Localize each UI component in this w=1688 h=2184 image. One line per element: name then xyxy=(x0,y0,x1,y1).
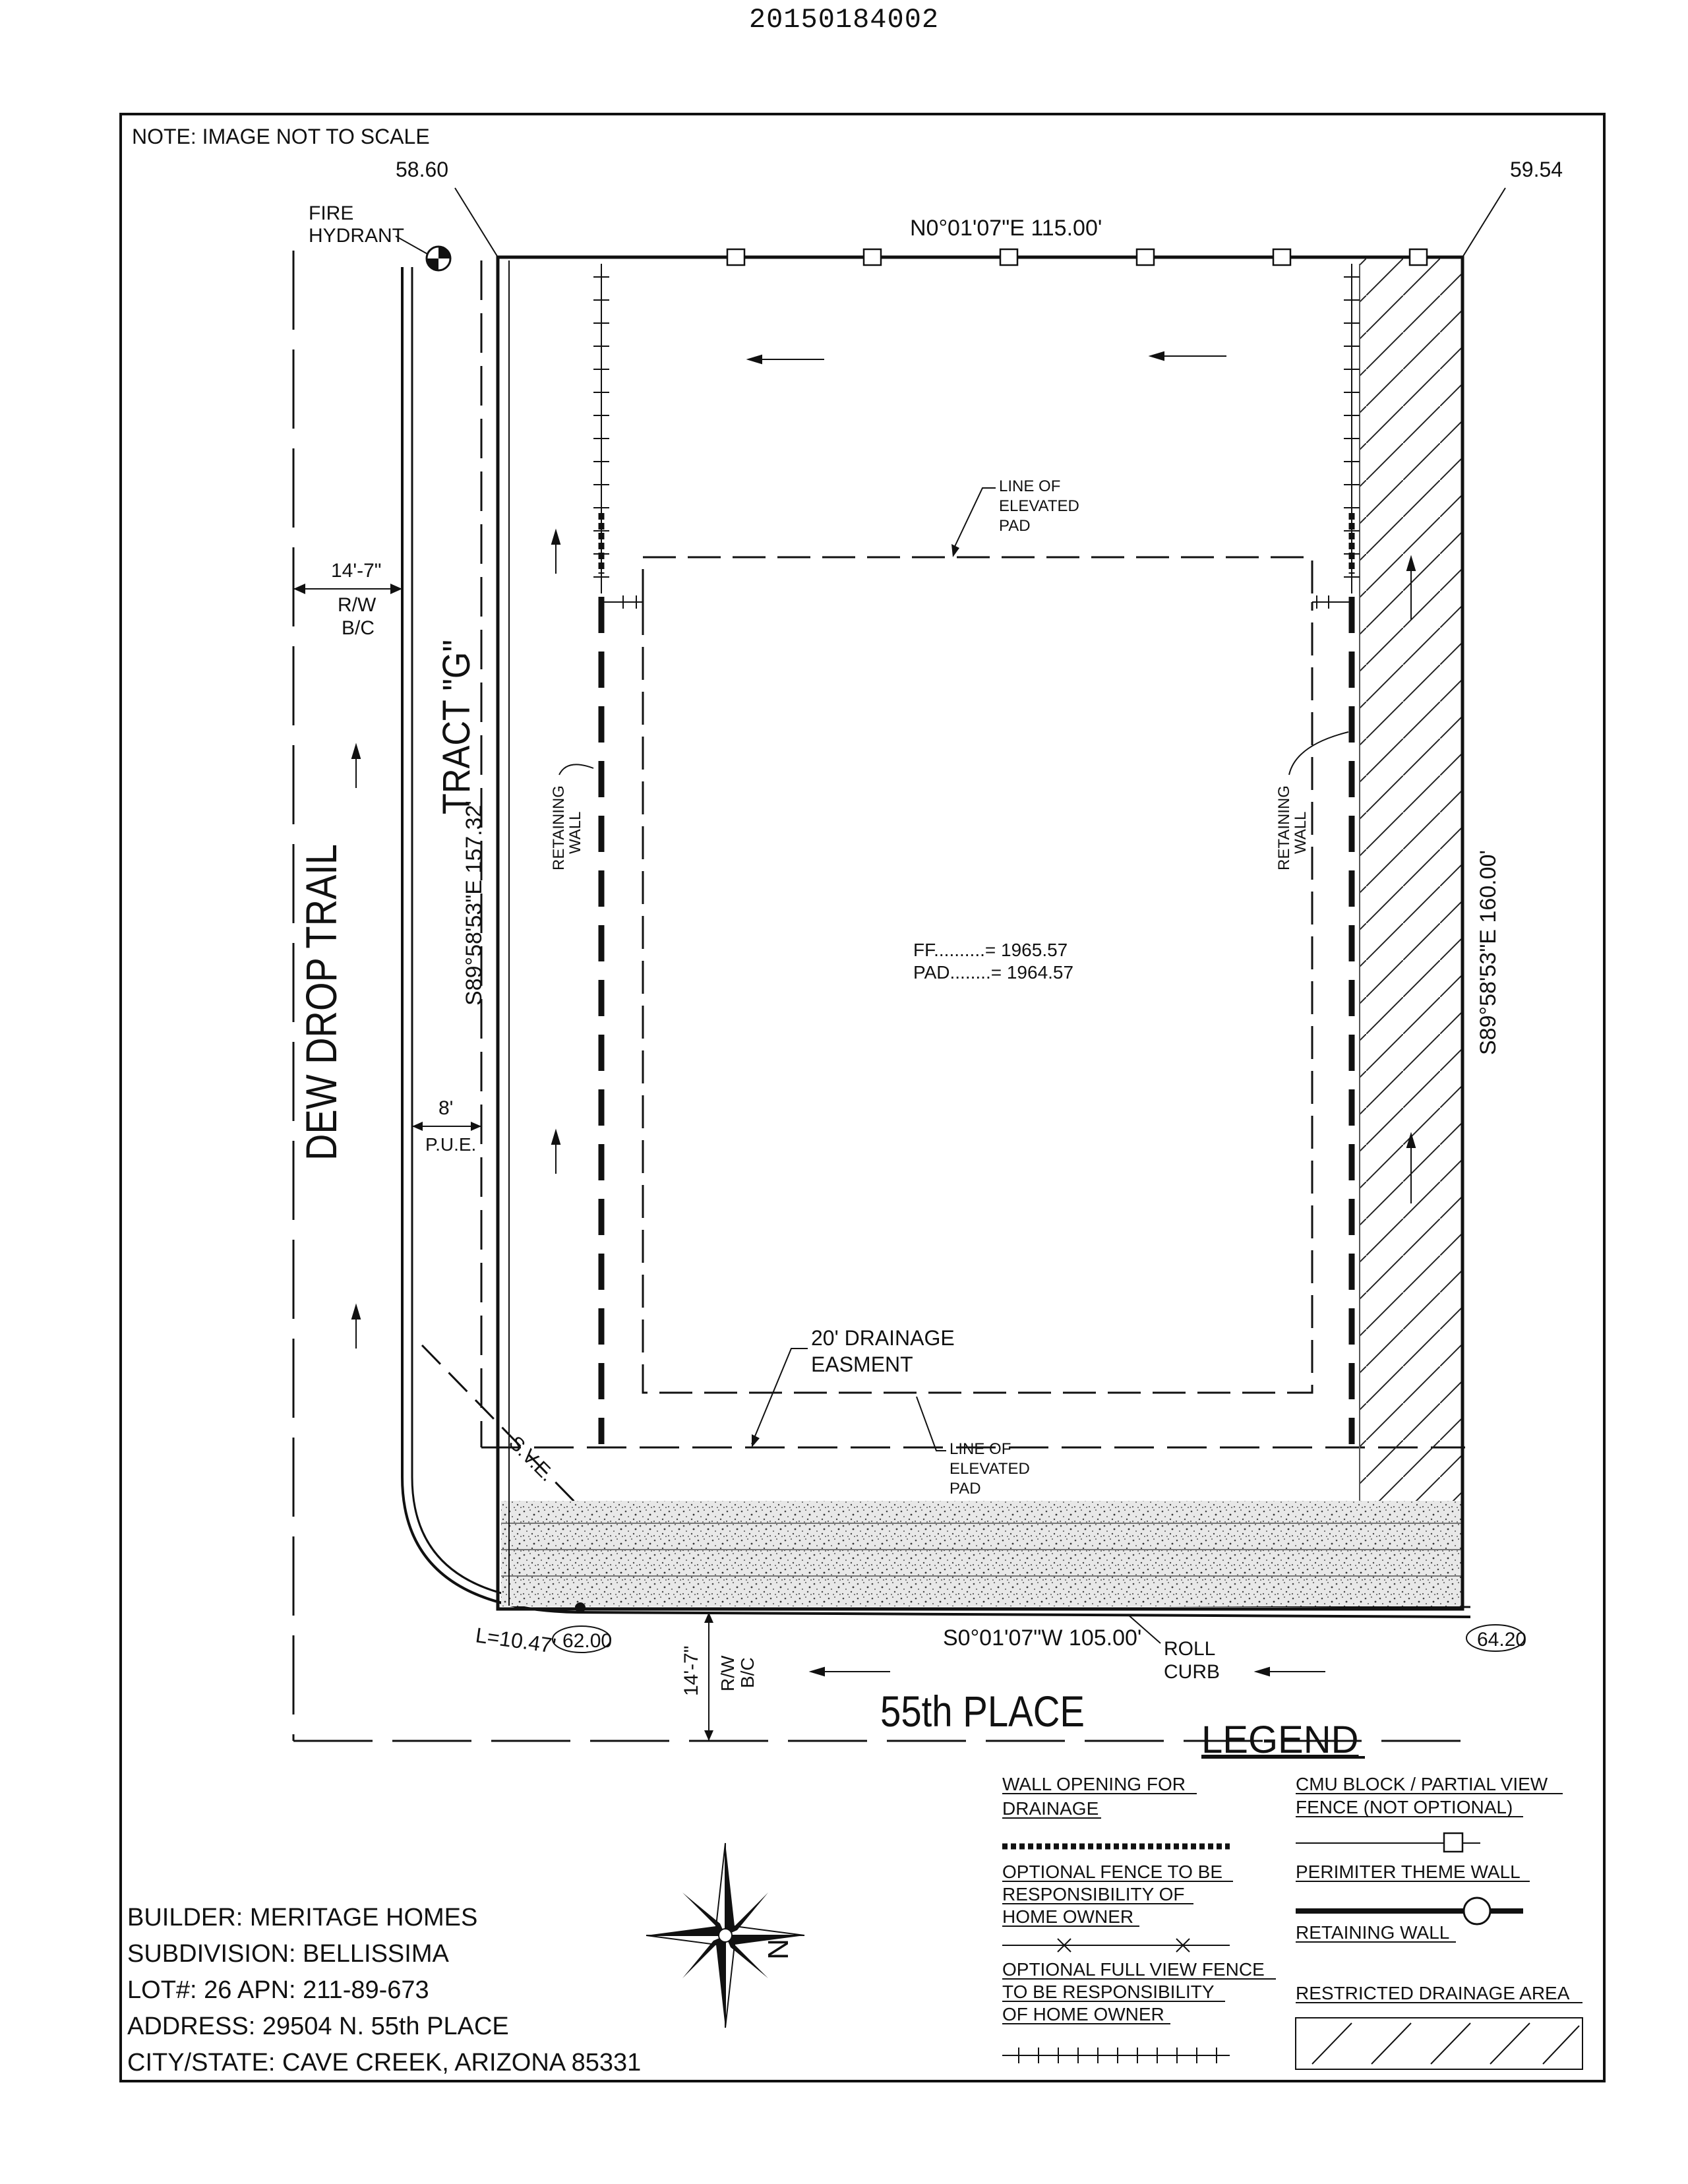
street-name-south: 55th PLACE xyxy=(880,1687,1085,1736)
elevation-nw: 58.60 xyxy=(396,158,449,181)
svg-text:DRAINAGE: DRAINAGE xyxy=(1002,1798,1099,1819)
svg-text:R/W: R/W xyxy=(717,1655,738,1691)
svg-text:14'-7": 14'-7" xyxy=(680,1645,702,1696)
bearing-north: N0°01'07"E 115.00' xyxy=(910,216,1102,241)
bearing-west: S89°58'53"E 157.32' xyxy=(462,801,487,1006)
builder: BUILDER: MERITAGE HOMES xyxy=(127,1904,478,1931)
svg-text:EASMENT: EASMENT xyxy=(811,1352,913,1376)
legend-cmu-symbol xyxy=(1296,1833,1480,1852)
svg-text:CMU BLOCK / PARTIAL VIEW: CMU BLOCK / PARTIAL VIEW xyxy=(1296,1774,1548,1794)
finished-floor: FF..........= 1965.57 xyxy=(913,940,1068,960)
wall-opening-drainage xyxy=(601,513,1352,574)
elevation-se: 64.20 xyxy=(1477,1629,1527,1651)
city-state: CITY/STATE: CAVE CREEK, ARIZONA 85331 xyxy=(127,2049,642,2077)
svg-text:HOME OWNER: HOME OWNER xyxy=(1002,1906,1134,1927)
svg-text:PAD: PAD xyxy=(999,517,1031,535)
svg-text:CURB: CURB xyxy=(1164,1661,1221,1683)
svg-text:RETAINING WALL: RETAINING WALL xyxy=(1296,1922,1450,1943)
svg-text:LINE OF: LINE OF xyxy=(999,477,1061,495)
svg-text:WALL: WALL xyxy=(1292,811,1310,854)
north-label: N xyxy=(762,1939,794,1960)
restricted-drainage-area xyxy=(1360,257,1462,1501)
elevated-pad-label-top xyxy=(951,477,1079,557)
bearing-south: S0°01'07"W 105.00' xyxy=(943,1625,1142,1651)
svg-text:P.U.E.: P.U.E. xyxy=(425,1134,477,1155)
legend-full-view-symbol xyxy=(1002,2048,1230,2063)
legend-optional-fence-symbol xyxy=(1002,1939,1230,1952)
svg-text:RESTRICTED DRAINAGE AREA: RESTRICTED DRAINAGE AREA xyxy=(1296,1983,1570,2003)
fire-hydrant-label-2: HYDRANT xyxy=(309,225,405,247)
svg-text:TO BE RESPONSIBILITY: TO BE RESPONSIBILITY xyxy=(1002,1982,1215,2002)
svg-text:OPTIONAL FULL VIEW FENCE: OPTIONAL FULL VIEW FENCE xyxy=(1002,1959,1265,1980)
flow-arrows xyxy=(352,352,1415,1676)
document-number: 20150184002 xyxy=(748,4,940,36)
address: ADDRESS: 29504 N. 55th PLACE xyxy=(127,2013,509,2040)
svg-text:ELEVATED: ELEVATED xyxy=(999,497,1079,515)
svg-text:LINE OF: LINE OF xyxy=(950,1440,1011,1458)
subdivision: SUBDIVISION: BELLISSIMA xyxy=(127,1940,449,1968)
pue-dimension xyxy=(412,1097,481,1155)
svg-text:ROLL: ROLL xyxy=(1164,1638,1216,1660)
svg-text:WALL OPENING FOR: WALL OPENING FOR xyxy=(1002,1774,1186,1794)
retaining-wall-lines xyxy=(601,597,1352,1444)
street-name-west: DEW DROP TRAIL xyxy=(297,787,346,1161)
svg-text:WALL: WALL xyxy=(566,811,584,854)
svg-text:14'-7": 14'-7" xyxy=(331,560,382,582)
fire-hydrant-icon xyxy=(427,247,450,270)
fire-hydrant-label-1: FIRE xyxy=(309,202,354,224)
retaining-wall-label-left xyxy=(550,764,593,870)
scale-note: NOTE: IMAGE NOT TO SCALE xyxy=(132,125,430,148)
legend-restricted-drainage-symbol xyxy=(1296,2018,1582,2069)
svg-text:RESPONSIBILITY OF: RESPONSIBILITY OF xyxy=(1002,1884,1185,1904)
elevation-ne: 59.54 xyxy=(1510,158,1563,181)
svg-text:R/W: R/W xyxy=(338,594,377,616)
svg-text:ELEVATED: ELEVATED xyxy=(950,1460,1030,1478)
sve-label: S.V.E. xyxy=(504,1432,558,1486)
svg-text:RETAINING: RETAINING xyxy=(550,785,568,870)
svg-text:LEGEND: LEGEND xyxy=(1201,1718,1359,1761)
pad-elevation: PAD........= 1964.57 xyxy=(913,962,1074,983)
svg-text:OF HOME OWNER: OF HOME OWNER xyxy=(1002,2004,1164,2024)
lot-apn: LOT#: 26 APN: 211-89-673 xyxy=(127,1976,429,2004)
drainage-easement-label xyxy=(752,1326,955,1447)
svg-text:FENCE (NOT OPTIONAL): FENCE (NOT OPTIONAL) xyxy=(1296,1797,1513,1817)
west-row-dimension xyxy=(293,560,402,639)
south-row-dimension xyxy=(680,1612,758,1741)
elevation-sw: 62.00 xyxy=(562,1630,613,1652)
svg-text:B/C: B/C xyxy=(737,1657,758,1688)
bearing-east: S89°58'53"E 160.00' xyxy=(1476,850,1501,1055)
tract-label: TRACT "G" xyxy=(435,620,478,814)
svg-text:PERIMITER THEME WALL: PERIMITER THEME WALL xyxy=(1296,1862,1521,1882)
north-arrow-icon xyxy=(646,1843,804,2028)
svg-text:20' DRAINAGE: 20' DRAINAGE xyxy=(811,1326,955,1350)
svg-text:B/C: B/C xyxy=(342,617,375,639)
curve-length: L=10.47' xyxy=(474,1623,558,1658)
svg-text:RETAINING: RETAINING xyxy=(1275,785,1293,870)
svg-text:8': 8' xyxy=(438,1097,454,1119)
legend-perimeter-wall-symbol xyxy=(1296,1898,1523,1924)
legend xyxy=(1002,1718,1582,2069)
svg-text:OPTIONAL FENCE TO BE: OPTIONAL FENCE TO BE xyxy=(1002,1862,1223,1882)
svg-text:PAD: PAD xyxy=(950,1480,981,1498)
project-info xyxy=(127,1904,641,2077)
